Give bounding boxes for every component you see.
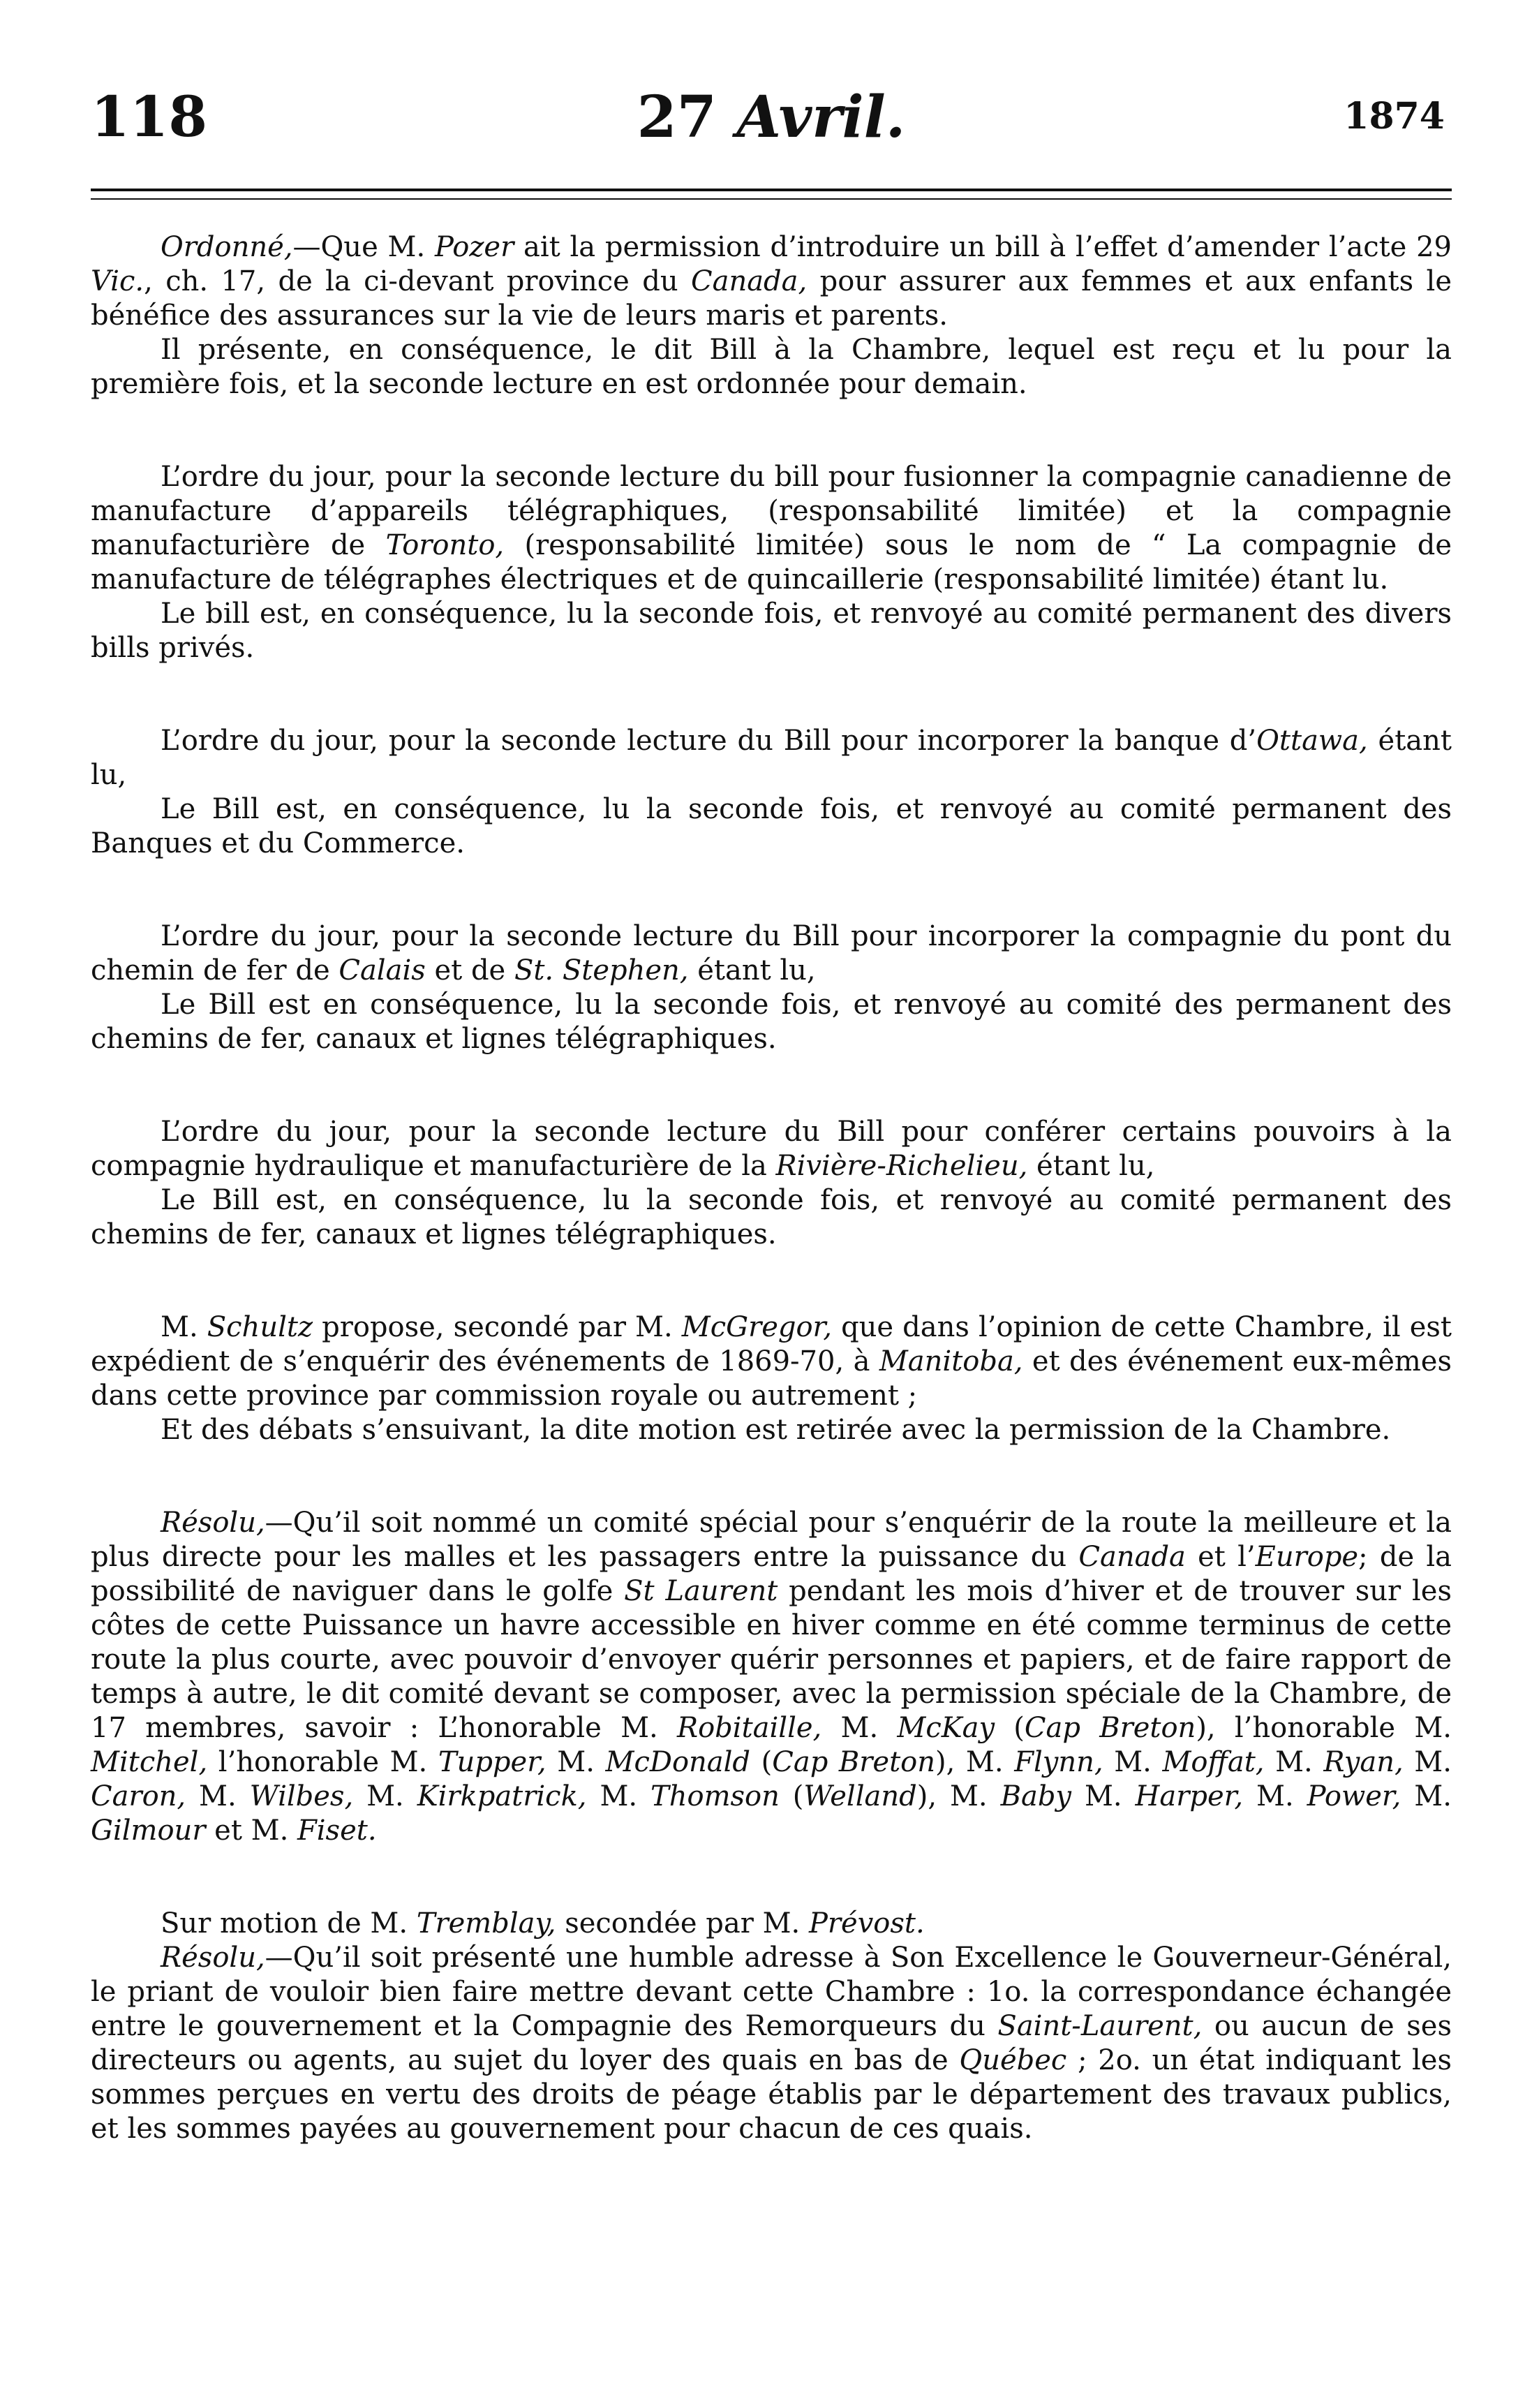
italic-text: Welland	[803, 1780, 917, 1812]
page-date	[91, 84, 1452, 151]
text-run: (	[750, 1746, 773, 1778]
italic-text: Résolu,	[161, 1507, 265, 1539]
text-run: ), l’honorable M.	[1196, 1712, 1452, 1744]
text-run: Le Bill est, en conséquence, lu la seconde fois, et renvoyé au comité permanent des Banques et du Commerce.	[91, 793, 1452, 859]
text-run: M.	[586, 1780, 651, 1812]
italic-text: Fiset.	[297, 1815, 377, 1847]
italic-text: Caron,	[91, 1780, 186, 1812]
text-run: Sur motion de M.	[161, 1907, 417, 1940]
italic-text: McKay	[897, 1712, 995, 1744]
text-run: L’ordre du jour, pour la seconde lecture du Bill pour conférer certains pouvoirs à la compagnie hydraulique et manufacturière de la	[91, 1116, 1452, 1182]
page-header	[91, 84, 1452, 161]
italic-text: Robitaille,	[676, 1712, 822, 1744]
italic-text: Ryan,	[1323, 1746, 1404, 1778]
text-run: et des événement eux-mêmes dans cette province par commission royale ou autrement ;	[91, 1345, 1452, 1412]
italic-text: Europe	[1255, 1541, 1359, 1573]
date-month: Avril.	[736, 84, 906, 151]
italic-text: Résolu,	[161, 1942, 265, 1974]
entry-paragraph	[91, 1941, 1452, 2146]
text-run: Le Bill est, en conséquence, lu la seconde fois, et renvoyé au comité permanent des chemins de fer, canaux et lignes télégraphiques.	[91, 1184, 1452, 1250]
text-run: L’ordre du jour, pour la seconde lecture du Bill pour incorporer la compagnie du pont du chemin de fer de	[91, 920, 1452, 987]
italic-text: Pozer	[434, 231, 514, 263]
text-run: (	[779, 1780, 804, 1812]
entry-paragraph	[91, 919, 1452, 988]
text-run: pour assurer aux femmes et aux enfants le bénéfice des assurances sur la vie de leurs maris et parents.	[91, 265, 1452, 332]
text-run: étant lu,	[688, 954, 816, 987]
italic-text: Cap Breton	[772, 1746, 936, 1778]
italic-text: Baby	[1000, 1780, 1072, 1812]
text-run: et M.	[205, 1815, 297, 1847]
text-run: M.	[186, 1780, 250, 1812]
entry-paragraph	[91, 792, 1452, 861]
italic-text: Moffat,	[1162, 1746, 1265, 1778]
text-run: Le bill est, en conséquence, lu la seconde fois, et renvoyé au comité permanent des divers bills privés.	[91, 598, 1452, 664]
italic-text: St Laurent	[624, 1575, 778, 1607]
italic-text: Harper,	[1135, 1780, 1244, 1812]
text-run: Et des débats s’ensuivant, la dite motion est retirée avec la permission de la Chambre.	[161, 1414, 1391, 1446]
text-run: (responsabilité limitée) sous le nom de “ La compagnie de manufacture de télégraphes électriques et de quincaillerie (responsabilité limitée) étant lu.	[91, 529, 1452, 596]
page-year: 1874	[1344, 95, 1445, 138]
header-rule-thin	[91, 198, 1452, 200]
entry-paragraph	[91, 1115, 1452, 1183]
italic-text: Manitoba,	[879, 1345, 1023, 1377]
page-number: 118	[91, 84, 207, 149]
text-run: M.	[1103, 1746, 1163, 1778]
italic-text: Canada,	[690, 265, 808, 297]
italic-text: Schultz	[207, 1311, 313, 1343]
italic-text: Rivière-Richelieu,	[775, 1150, 1028, 1182]
entry-paragraph	[91, 988, 1452, 1056]
text-run: M.	[821, 1712, 898, 1744]
entry-paragraph	[91, 333, 1452, 401]
text-run: ou aucun de ses directeurs ou agents, au sujet du loyer des quais en bas de	[91, 2010, 1452, 2076]
text-run: ), M.	[935, 1746, 1015, 1778]
text-run: propose, secondé par M.	[313, 1311, 682, 1343]
text-run: ait la permission d’introduire un bill à l’effet d’amender l’acte 29	[514, 231, 1452, 263]
text-run: ; 2o. un état indiquant les sommes perçues en vertu des droits de péage établis par le département des travaux publics, et les sommes payées au gouvernement pour chacun de ces quais.	[91, 2044, 1452, 2145]
italic-text: Cap Breton	[1024, 1712, 1196, 1744]
text-run: M.	[1401, 1780, 1452, 1812]
italic-text: McDonald	[605, 1746, 751, 1778]
text-run: ; de la possibilité de naviguer dans le golfe	[91, 1541, 1452, 1607]
text-run: M.	[1071, 1780, 1136, 1812]
entry-paragraph	[91, 1907, 1452, 1941]
text-run: M.	[161, 1311, 207, 1343]
entry-paragraph	[91, 230, 1452, 333]
text-run: M.	[1243, 1780, 1307, 1812]
text-run: et de	[425, 954, 514, 987]
entry-paragraph	[91, 1310, 1452, 1413]
italic-text: Gilmour	[91, 1815, 206, 1847]
entry-paragraph	[91, 597, 1452, 665]
italic-text: Prévost.	[808, 1907, 925, 1940]
italic-text: Calais	[339, 954, 426, 987]
italic-text: Saint-Laurent,	[997, 2010, 1203, 2042]
text-run: ), M.	[916, 1780, 1001, 1812]
entry-paragraph	[91, 1413, 1452, 1447]
text-run: l’honorable M.	[207, 1746, 438, 1778]
italic-text: Ottawa,	[1256, 725, 1368, 757]
text-run: Il présente, en conséquence, le dit Bill à la Chambre, lequel est reçu et lu pour la première fois, et la seconde lecture en est ordonnée pour demain.	[91, 334, 1452, 400]
text-run: , ch. 17, de la ci-devant province du	[144, 265, 691, 297]
page-body	[91, 230, 1452, 2146]
italic-text: Kirkpatrick,	[417, 1780, 587, 1812]
text-run: M.	[1403, 1746, 1452, 1778]
text-run: pendant les mois d’hiver et de trouver sur les côtes de cette Puissance un havre accessible en hiver comme en été comme terminus de cette route la plus courte, avec pouvoir d’envoyer quérir personnes et papiers, et de faire rapport de temps à autre, le dit comité devant se composer, avec la permission spéciale de la Chambre, de 17 membres, savoir : L’honorable M.	[91, 1575, 1452, 1744]
italic-text: Québec	[959, 2044, 1067, 2076]
text-run: et l’	[1185, 1541, 1256, 1573]
text-run: que dans l’opinion de cette Chambre, il est expédient de s’enquérir des événements de 1869-70, à	[91, 1311, 1452, 1377]
italic-text: Flynn,	[1014, 1746, 1103, 1778]
text-run: —Que M.	[292, 231, 435, 263]
text-run: M.	[546, 1746, 606, 1778]
italic-text: Toronto,	[385, 529, 505, 561]
entry-paragraph	[91, 460, 1452, 597]
text-run: (	[995, 1712, 1025, 1744]
text-run: L’ordre du jour, pour la seconde lecture du Bill pour incorporer la banque d’	[161, 725, 1257, 757]
text-run: —Qu’il soit nommé un comité spécial pour s’enquérir de la route la meilleure et la plus directe pour les malles et les passagers entre la puissance du	[91, 1507, 1452, 1573]
italic-text: Mitchel,	[91, 1746, 208, 1778]
italic-text: Thomson	[650, 1780, 780, 1812]
italic-text: Canada	[1078, 1541, 1186, 1573]
text-run: étant lu,	[91, 725, 1452, 791]
text-run: secondée par M.	[556, 1907, 809, 1940]
italic-text: St. Stephen,	[514, 954, 689, 987]
entry-paragraph	[91, 1183, 1452, 1252]
italic-text: Ordonné,	[161, 231, 293, 263]
text-run: M.	[353, 1780, 417, 1812]
italic-text: Power,	[1307, 1780, 1401, 1812]
date-day: 27	[637, 84, 717, 151]
italic-text: Vic.	[91, 265, 144, 297]
italic-text: McGregor,	[681, 1311, 832, 1343]
text-run: étant lu,	[1027, 1150, 1155, 1182]
header-rule	[91, 189, 1452, 191]
italic-text: Tremblay,	[416, 1907, 556, 1940]
text-run: —Qu’il soit présenté une humble adresse à Son Excellence le Gouverneur-Général, le priant de vouloir bien faire mettre devant cette Chambre : 1o. la correspondance échangée entre le gouvernement et la Compagnie des Remorqueurs du	[91, 1942, 1452, 2042]
entry-paragraph	[91, 724, 1452, 792]
italic-text: Tupper,	[438, 1746, 546, 1778]
text-run: Le Bill est en conséquence, lu la seconde fois, et renvoyé au comité des permanent des chemins de fer, canaux et lignes télégraphiques.	[91, 989, 1452, 1055]
text-run: L’ordre du jour, pour la seconde lecture du bill pour fusionner la compagnie canadienne de manufacture d’appareils télégraphiques, (responsabilité limitée) et la compagnie manufacturière de	[91, 461, 1452, 561]
text-run: M.	[1264, 1746, 1324, 1778]
italic-text: Wilbes,	[249, 1780, 354, 1812]
entry-paragraph	[91, 1506, 1452, 1848]
